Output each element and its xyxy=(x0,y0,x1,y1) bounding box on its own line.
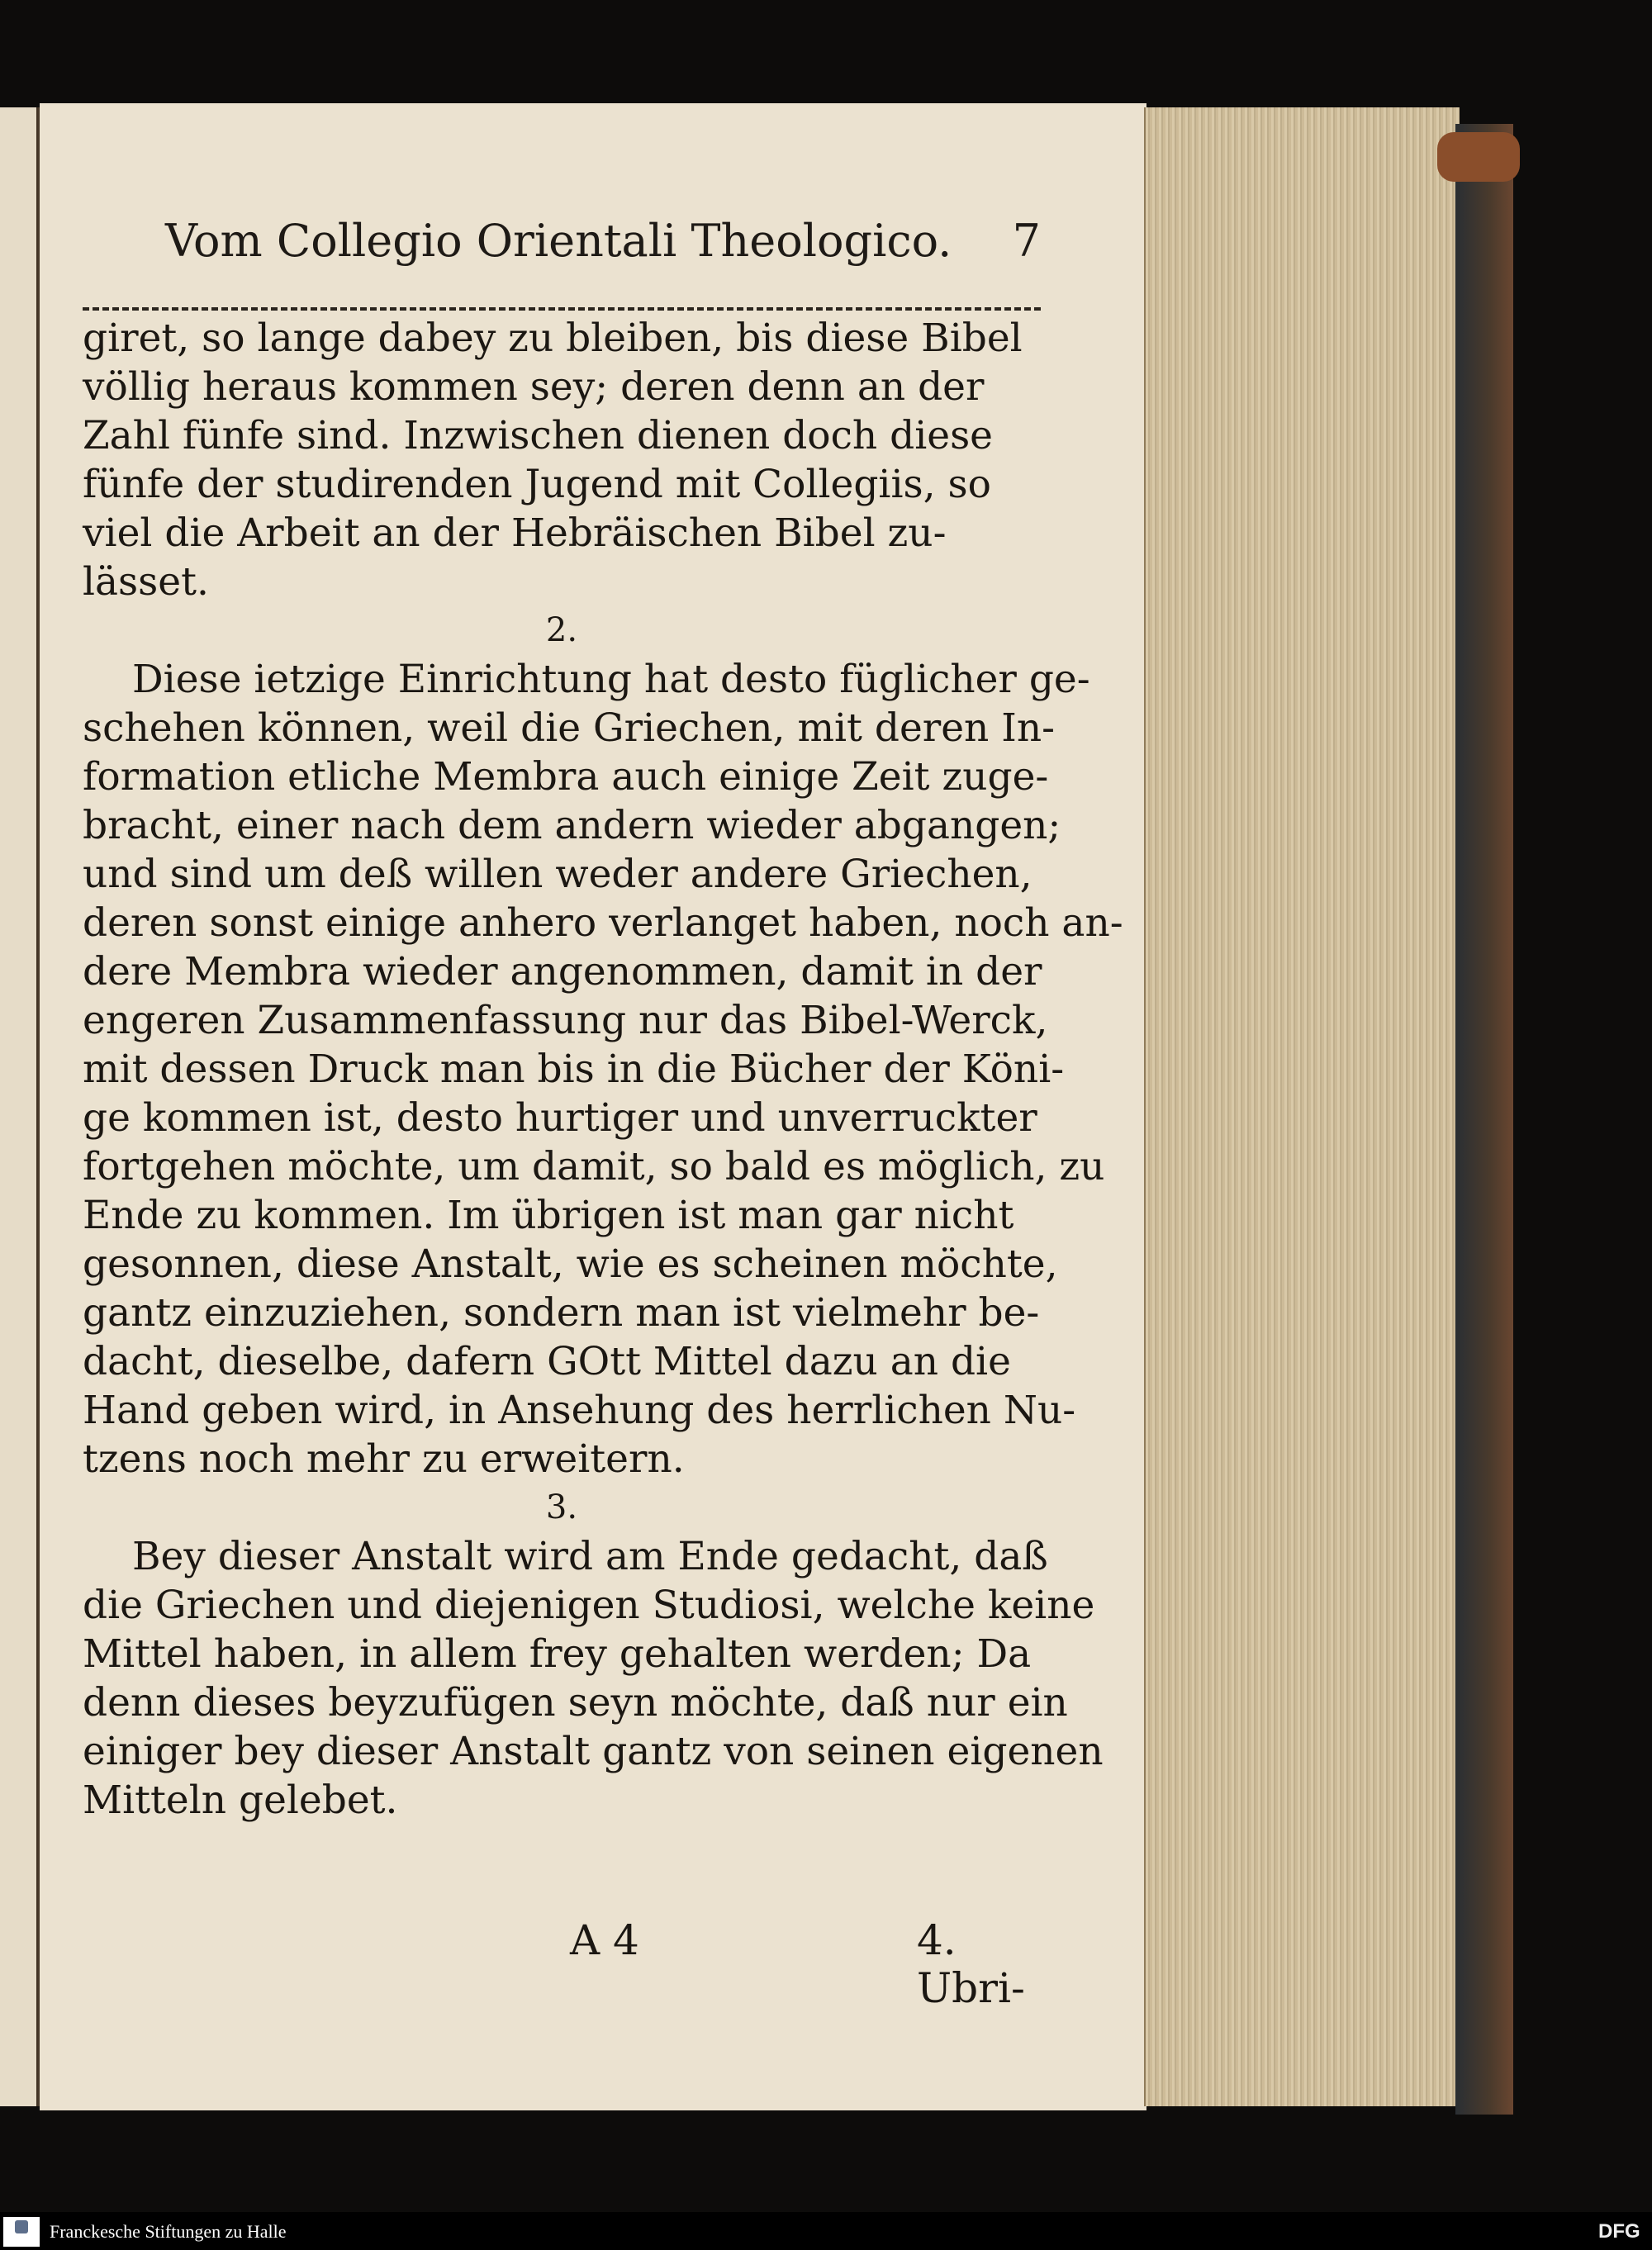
page-block-edges xyxy=(1144,107,1460,2106)
section-number: 2. xyxy=(545,611,578,649)
text-line: engeren Zusammenfassung nur das Bibel-Werck, xyxy=(83,998,1048,1043)
page-number: 7 xyxy=(1012,215,1041,267)
text-line: dacht, dieselbe, dafern GOtt Mittel dazu an die xyxy=(83,1339,1011,1384)
text-line: Diese ietzige Einrichtung hat desto füglicher ge- xyxy=(132,657,1090,702)
text-line: fortgehen möchte, um damit, so bald es möglich, zu xyxy=(83,1144,1105,1189)
text-line: Zahl fünfe sind. Inzwischen dienen doch diese xyxy=(83,413,993,458)
text-line: bracht, einer nach dem andern wieder abgangen; xyxy=(83,803,1061,848)
text-line: formation etliche Membra auch einige Zeit zuge- xyxy=(83,754,1049,800)
running-head: Vom Collegio Orientali Theologico. xyxy=(165,215,952,267)
text-line: ge kommen ist, desto hurtiger und unverruckter xyxy=(83,1095,1037,1141)
text-line: Mittel haben, in allem frey gehalten werden; Da xyxy=(83,1631,1032,1677)
institution-name: Franckesche Stiftungen zu Halle xyxy=(50,2221,287,2242)
text-line: Bey dieser Anstalt wird am Ende gedacht, daß xyxy=(132,1534,1048,1579)
catchword: 4. Ubri- xyxy=(917,1916,1025,2012)
book-headband xyxy=(1437,132,1520,182)
text-line: mit dessen Druck man bis in die Bücher der Köni- xyxy=(83,1047,1065,1092)
text-line: lässet. xyxy=(83,559,209,605)
dfg-logo: DFG xyxy=(1598,2220,1640,2243)
text-line: denn dieses beyzufügen seyn möchte, daß nur ein xyxy=(83,1680,1068,1725)
text-line: dere Membra wieder angenommen, damit in der xyxy=(83,949,1042,994)
text-line: einiger bey dieser Anstalt gantz von seinen eigenen xyxy=(83,1729,1104,1774)
text-line: gesonnen, diese Anstalt, wie es scheinen möchte, xyxy=(83,1241,1058,1287)
text-line: Ende zu kommen. Im übrigen ist man gar nicht xyxy=(83,1193,1014,1238)
book-cover-edge xyxy=(1455,124,1513,2115)
text-line: schehen können, weil die Griechen, mit deren In- xyxy=(83,705,1055,751)
text-line: und sind um deß willen weder andere Griechen, xyxy=(83,852,1032,897)
text-line: völlig heraus kommen sey; deren denn an der xyxy=(83,364,985,410)
page-footer xyxy=(83,1916,1074,2012)
text-line: Mitteln gelebet. xyxy=(83,1778,398,1823)
header-rule xyxy=(83,307,1041,311)
text-line: fünfe der studirenden Jugend mit Collegiis, so xyxy=(83,462,991,507)
section-number: 3. xyxy=(545,1488,578,1526)
text-line: Hand geben wird, in Ansehung des herrlichen Nu- xyxy=(83,1388,1076,1433)
text-line: viel die Arbeit an der Hebräischen Bibel zu- xyxy=(83,510,947,556)
signature-mark: A 4 xyxy=(570,1916,639,1964)
text-line: die Griechen und diejenigen Studiosi, welche keine xyxy=(83,1583,1095,1628)
institution-logo xyxy=(3,2217,40,2247)
text-line: gantz einzuziehen, sondern man ist vielmehr be- xyxy=(83,1290,1040,1336)
text-line: giret, so lange dabey zu bleiben, bis diese Bibel xyxy=(83,316,1023,361)
text-line: deren sonst einige anhero verlanget haben, noch an- xyxy=(83,900,1123,946)
institution-logo-icon xyxy=(15,2220,28,2233)
page-body xyxy=(83,314,1123,1825)
text-line: tzens noch mehr zu erweitern. xyxy=(83,1436,685,1482)
